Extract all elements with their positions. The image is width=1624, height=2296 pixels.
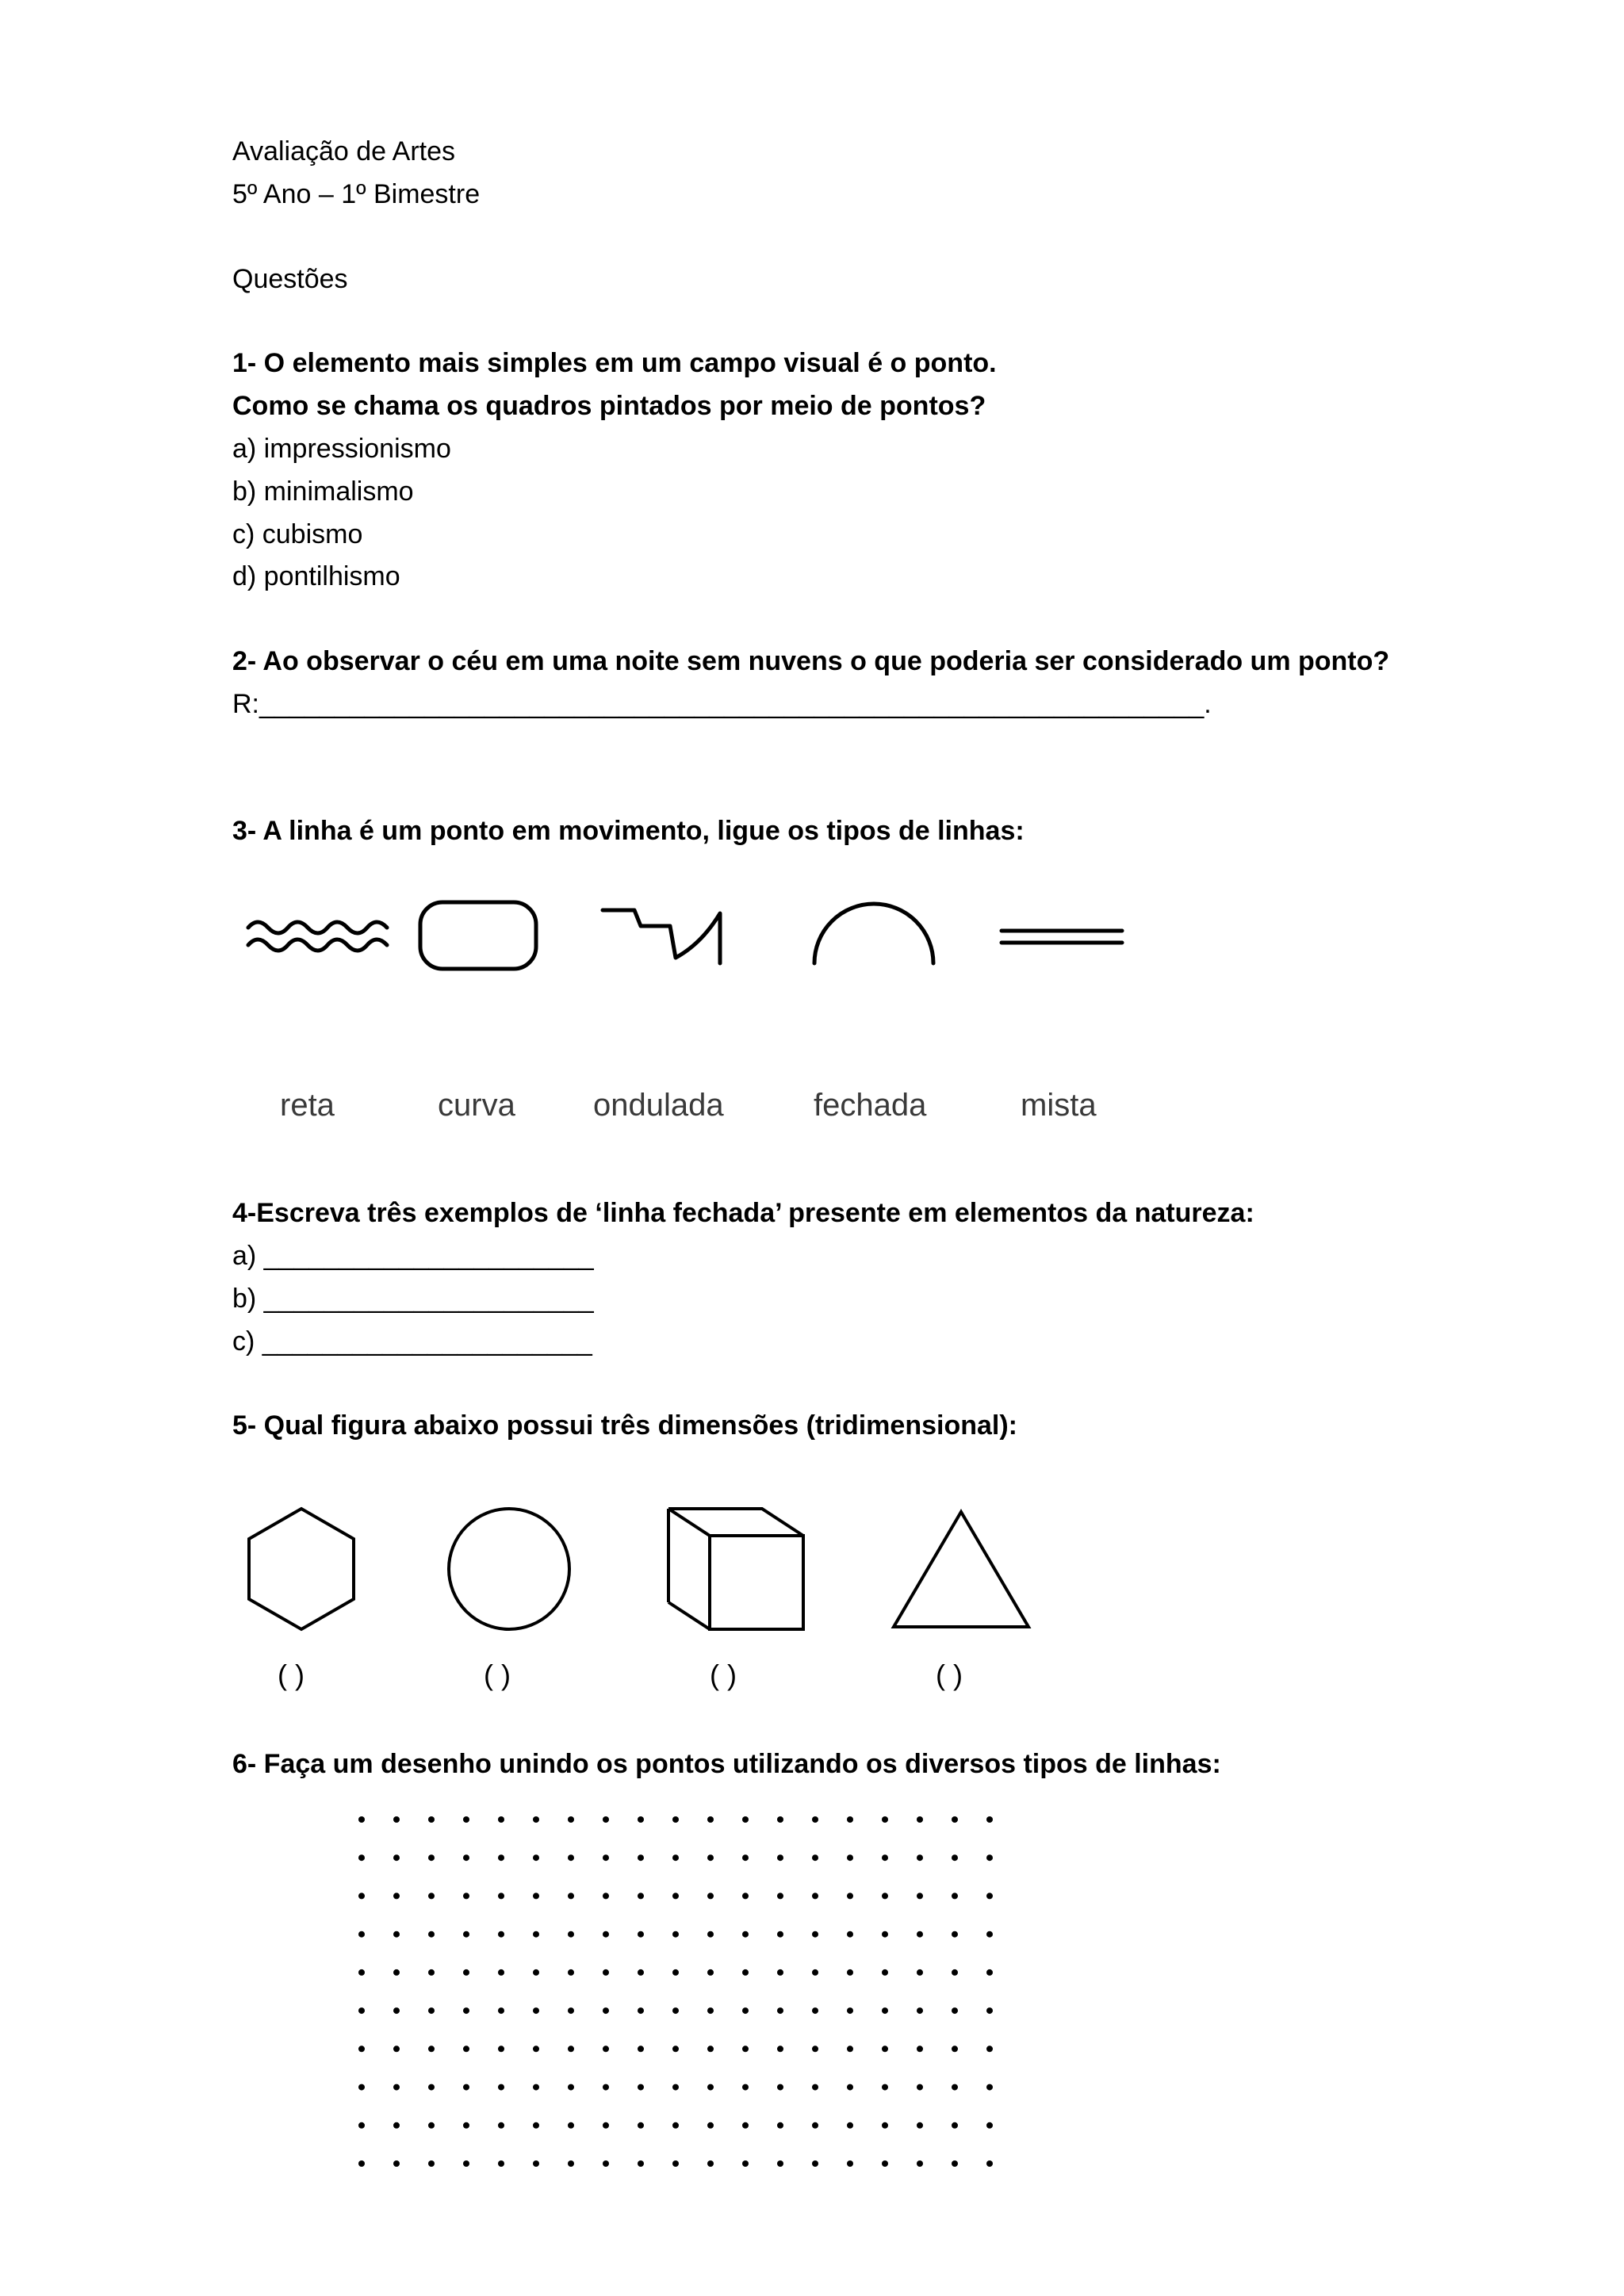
grid-dot[interactable] <box>812 1931 818 1938</box>
grid-dot[interactable] <box>358 1816 365 1823</box>
grid-dot[interactable] <box>638 2160 644 2167</box>
grid-dot[interactable] <box>498 1931 504 1938</box>
document-title: Avaliação de Artes <box>232 136 455 166</box>
grid-dot[interactable] <box>986 2084 993 2091</box>
grid-dot[interactable] <box>812 1892 818 1899</box>
section-title: Questões <box>232 264 348 294</box>
grid-dot[interactable] <box>777 2122 783 2129</box>
q1-option-a: a) impressionismo <box>232 434 451 464</box>
grid-dot[interactable] <box>777 1931 783 1938</box>
grid-dot[interactable] <box>638 2007 644 2014</box>
grid-dot[interactable] <box>603 2160 609 2167</box>
grid-dot[interactable] <box>498 1816 504 1823</box>
grid-dot[interactable] <box>498 2122 504 2129</box>
grid-dot[interactable] <box>986 2122 993 2129</box>
grid-dot[interactable] <box>638 1854 644 1861</box>
grid-dot[interactable] <box>463 1892 469 1899</box>
grid-dot[interactable] <box>463 2045 469 2052</box>
grid-dot[interactable] <box>393 1931 400 1938</box>
grid-dot[interactable] <box>882 1931 888 1938</box>
grid-dot[interactable] <box>463 1816 469 1823</box>
q4-answer-b[interactable]: b) ______________________ <box>232 1284 594 1314</box>
grid-dot[interactable] <box>707 2084 714 2091</box>
grid-dot[interactable] <box>358 1969 365 1976</box>
grid-dot[interactable] <box>393 1892 400 1899</box>
grid-dot[interactable] <box>952 1816 958 1823</box>
q5-checkbox-cube[interactable]: ( ) <box>710 1659 737 1691</box>
grid-dot[interactable] <box>707 1854 714 1861</box>
q1-prompt-line2: Como se chama os quadros pintados por meio de pontos? <box>232 391 986 421</box>
grid-dot[interactable] <box>568 1854 574 1861</box>
grid-dot[interactable] <box>568 2045 574 2052</box>
grid-dot[interactable] <box>812 2160 818 2167</box>
grid-dot[interactable] <box>533 2122 539 2129</box>
grid-dot[interactable] <box>672 1816 679 1823</box>
grid-dot[interactable] <box>882 2160 888 2167</box>
grid-dot[interactable] <box>742 1892 749 1899</box>
grid-dot[interactable] <box>463 1969 469 1976</box>
grid-dot[interactable] <box>847 1854 853 1861</box>
grid-dot[interactable] <box>742 2084 749 2091</box>
grid-dot[interactable] <box>568 2007 574 2014</box>
grid-dot[interactable] <box>952 2160 958 2167</box>
grid-dot[interactable] <box>638 2084 644 2091</box>
grid-dot[interactable] <box>847 2160 853 2167</box>
grid-dot[interactable] <box>742 2045 749 2052</box>
grid-dot[interactable] <box>568 1816 574 1823</box>
grid-dot[interactable] <box>672 2160 679 2167</box>
grid-dot[interactable] <box>393 1854 400 1861</box>
q4-answer-a[interactable]: a) ______________________ <box>232 1241 594 1271</box>
grid-dot[interactable] <box>777 1816 783 1823</box>
grid-dot[interactable] <box>568 2160 574 2167</box>
q5-checkbox-circle[interactable]: ( ) <box>484 1659 511 1691</box>
grid-dot[interactable] <box>533 1931 539 1938</box>
q5-checkbox-hexagon[interactable]: ( ) <box>278 1659 304 1691</box>
grid-dot[interactable] <box>777 1892 783 1899</box>
q1-prompt-line1: 1- O elemento mais simples em um campo visual é o ponto. <box>232 348 997 378</box>
grid-dot[interactable] <box>847 2122 853 2129</box>
grid-dot[interactable] <box>603 2007 609 2014</box>
grid-dot[interactable] <box>672 2007 679 2014</box>
grid-dot[interactable] <box>428 2160 435 2167</box>
grid-dot[interactable] <box>847 1969 853 1976</box>
grid-dot[interactable] <box>358 2084 365 2091</box>
grid-dot[interactable] <box>812 1816 818 1823</box>
grid-dot[interactable] <box>742 1931 749 1938</box>
grid-dot[interactable] <box>952 2084 958 2091</box>
grid-dot[interactable] <box>777 2045 783 2052</box>
q4-answer-c[interactable]: c) ______________________ <box>232 1326 592 1357</box>
grid-dot[interactable] <box>986 2160 993 2167</box>
grid-dot[interactable] <box>742 1854 749 1861</box>
grid-dot[interactable] <box>603 2045 609 2052</box>
grid-dot[interactable] <box>986 2045 993 2052</box>
grid-dot[interactable] <box>603 1931 609 1938</box>
grid-dot[interactable] <box>707 1892 714 1899</box>
grid-dot[interactable] <box>882 1816 888 1823</box>
grid-dot[interactable] <box>777 1854 783 1861</box>
grid-dot[interactable] <box>672 2122 679 2129</box>
grid-dot[interactable] <box>672 1854 679 1861</box>
grid-dot[interactable] <box>638 2045 644 2052</box>
grid-dot[interactable] <box>707 1931 714 1938</box>
grid-dot[interactable] <box>952 1892 958 1899</box>
grid-dot[interactable] <box>847 2007 853 2014</box>
grid-dot[interactable] <box>393 1816 400 1823</box>
grid-dot[interactable] <box>812 2122 818 2129</box>
grid-dot[interactable] <box>393 2122 400 2129</box>
grid-dot[interactable] <box>428 2122 435 2129</box>
grid-dot[interactable] <box>533 1892 539 1899</box>
grid-dot[interactable] <box>463 1854 469 1861</box>
grid-dot[interactable] <box>777 2007 783 2014</box>
grid-dot[interactable] <box>917 2045 923 2052</box>
grid-dot[interactable] <box>498 2045 504 2052</box>
grid-dot[interactable] <box>428 2084 435 2091</box>
grid-dot[interactable] <box>742 1816 749 1823</box>
grid-dot[interactable] <box>463 2160 469 2167</box>
grid-dot[interactable] <box>952 2045 958 2052</box>
grid-dot[interactable] <box>917 1931 923 1938</box>
q3-prompt: 3- A linha é um ponto em movimento, ligue os tipos de linhas: <box>232 816 1025 846</box>
grid-dot[interactable] <box>882 2007 888 2014</box>
grid-dot[interactable] <box>603 2122 609 2129</box>
grid-dot[interactable] <box>986 1854 993 1861</box>
grid-dot[interactable] <box>777 1969 783 1976</box>
grid-dot[interactable] <box>917 1969 923 1976</box>
grid-dot[interactable] <box>917 1854 923 1861</box>
grid-dot[interactable] <box>847 1816 853 1823</box>
grid-dot[interactable] <box>917 2007 923 2014</box>
grid-dot[interactable] <box>533 2045 539 2052</box>
q3-label-reta: reta <box>280 1088 335 1123</box>
grade-line: 5º Ano – 1º Bimestre <box>232 179 481 209</box>
q4-prompt: 4-Escreva três exemplos de ‘linha fechada’ presente em elementos da natureza: <box>232 1198 1254 1228</box>
grid-dot[interactable] <box>672 2084 679 2091</box>
grid-dot[interactable] <box>882 2122 888 2129</box>
grid-dot[interactable] <box>498 2084 504 2091</box>
grid-dot[interactable] <box>777 2160 783 2167</box>
grid-dot[interactable] <box>463 2007 469 2014</box>
grid-dot[interactable] <box>498 1969 504 1976</box>
grid-dot[interactable] <box>847 2084 853 2091</box>
grid-dot[interactable] <box>882 2045 888 2052</box>
q2-answer-line[interactable]: R:_______________________________________________________________. <box>232 689 1212 719</box>
grid-dot[interactable] <box>603 1969 609 1976</box>
grid-dot[interactable] <box>812 2084 818 2091</box>
grid-dot[interactable] <box>986 2007 993 2014</box>
grid-dot[interactable] <box>986 1892 993 1899</box>
q2-prompt: 2- Ao observar o céu em uma noite sem nuvens o que poderia ser considerado um ponto? <box>232 646 1390 676</box>
grid-dot[interactable] <box>568 1969 574 1976</box>
grid-dot[interactable] <box>533 1816 539 1823</box>
grid-dot[interactable] <box>882 1892 888 1899</box>
grid-dot[interactable] <box>428 1931 435 1938</box>
grid-dot[interactable] <box>358 1892 365 1899</box>
grid-dot[interactable] <box>533 1854 539 1861</box>
grid-dot[interactable] <box>638 1969 644 1976</box>
grid-dot[interactable] <box>672 1892 679 1899</box>
grid-dot[interactable] <box>707 1969 714 1976</box>
grid-dot[interactable] <box>742 2007 749 2014</box>
q3-label-curva: curva <box>438 1088 515 1123</box>
grid-dot[interactable] <box>358 2160 365 2167</box>
q1-option-d: d) pontilhismo <box>232 561 400 591</box>
grid-dot[interactable] <box>428 2007 435 2014</box>
grid-dot[interactable] <box>917 2084 923 2091</box>
grid-dot[interactable] <box>498 2160 504 2167</box>
grid-dot[interactable] <box>952 2122 958 2129</box>
grid-dot[interactable] <box>603 1816 609 1823</box>
grid-dot[interactable] <box>986 1816 993 1823</box>
grid-dot[interactable] <box>742 2160 749 2167</box>
q3-label-ondulada: ondulada <box>593 1088 724 1123</box>
grid-dot[interactable] <box>393 1969 400 1976</box>
grid-dot[interactable] <box>393 2045 400 2052</box>
grid-dot[interactable] <box>812 2007 818 2014</box>
grid-dot[interactable] <box>428 1816 435 1823</box>
grid-dot[interactable] <box>533 2084 539 2091</box>
grid-dot[interactable] <box>812 1854 818 1861</box>
grid-dot[interactable] <box>463 2122 469 2129</box>
grid-dot[interactable] <box>533 2160 539 2167</box>
grid-dot[interactable] <box>986 1969 993 1976</box>
grid-dot[interactable] <box>847 1892 853 1899</box>
grid-dot[interactable] <box>568 1931 574 1938</box>
grid-dot[interactable] <box>393 2007 400 2014</box>
grid-dot[interactable] <box>986 1931 993 1938</box>
grid-dot[interactable] <box>847 1931 853 1938</box>
grid-dot[interactable] <box>742 2122 749 2129</box>
grid-dot[interactable] <box>742 1969 749 1976</box>
grid-dot[interactable] <box>463 2084 469 2091</box>
grid-dot[interactable] <box>707 2045 714 2052</box>
grid-dot[interactable] <box>533 2007 539 2014</box>
grid-dot[interactable] <box>428 1969 435 1976</box>
grid-dot[interactable] <box>707 2007 714 2014</box>
grid-dot[interactable] <box>463 1931 469 1938</box>
grid-dot[interactable] <box>882 1969 888 1976</box>
grid-dot[interactable] <box>393 2160 400 2167</box>
grid-dot[interactable] <box>568 2122 574 2129</box>
q6-prompt: 6- Faça um desenho unindo os pontos utilizando os diversos tipos de linhas: <box>232 1749 1221 1779</box>
grid-dot[interactable] <box>603 1892 609 1899</box>
grid-dot[interactable] <box>952 1854 958 1861</box>
grid-dot[interactable] <box>568 2084 574 2091</box>
q3-label-fechada: fechada <box>814 1088 927 1123</box>
grid-dot[interactable] <box>358 2007 365 2014</box>
grid-dot[interactable] <box>428 1854 435 1861</box>
grid-dot[interactable] <box>917 1816 923 1823</box>
grid-dot[interactable] <box>882 2084 888 2091</box>
grid-dot[interactable] <box>638 1892 644 1899</box>
q3-label-mista: mista <box>1021 1088 1097 1123</box>
grid-dot[interactable] <box>638 1931 644 1938</box>
grid-dot[interactable] <box>358 1854 365 1861</box>
q1-option-b: b) minimalismo <box>232 476 414 507</box>
grid-dot[interactable] <box>638 2122 644 2129</box>
grid-dot[interactable] <box>952 1931 958 1938</box>
grid-dot[interactable] <box>498 1854 504 1861</box>
grid-dot[interactable] <box>917 1892 923 1899</box>
grid-dot[interactable] <box>498 1892 504 1899</box>
grid-dot[interactable] <box>358 1931 365 1938</box>
grid-dot[interactable] <box>847 2045 853 2052</box>
grid-dot[interactable] <box>358 2122 365 2129</box>
q5-checkbox-triangle[interactable]: ( ) <box>936 1659 963 1691</box>
grid-dot[interactable] <box>812 1969 818 1976</box>
grid-dot[interactable] <box>707 2122 714 2129</box>
grid-dot[interactable] <box>882 1854 888 1861</box>
grid-dot[interactable] <box>393 2084 400 2091</box>
grid-dot[interactable] <box>812 2045 818 2052</box>
grid-dot[interactable] <box>917 2122 923 2129</box>
grid-dot[interactable] <box>672 1969 679 1976</box>
grid-dot[interactable] <box>672 2045 679 2052</box>
grid-dot[interactable] <box>568 1892 574 1899</box>
grid-dot[interactable] <box>603 1854 609 1861</box>
grid-dot[interactable] <box>707 1816 714 1823</box>
grid-dot[interactable] <box>358 2045 365 2052</box>
grid-dot[interactable] <box>498 2007 504 2014</box>
grid-dot[interactable] <box>672 1931 679 1938</box>
q1-option-c: c) cubismo <box>232 519 363 549</box>
grid-dot[interactable] <box>428 2045 435 2052</box>
grid-dot[interactable] <box>428 1892 435 1899</box>
grid-dot[interactable] <box>707 2160 714 2167</box>
grid-dot[interactable] <box>533 1969 539 1976</box>
grid-dot[interactable] <box>952 1969 958 1976</box>
grid-dot[interactable] <box>777 2084 783 2091</box>
grid-dot[interactable] <box>603 2084 609 2091</box>
grid-dot[interactable] <box>638 1816 644 1823</box>
grid-dot[interactable] <box>917 2160 923 2167</box>
q5-prompt: 5- Qual figura abaixo possui três dimensões (tridimensional): <box>232 1410 1017 1441</box>
grid-dot[interactable] <box>952 2007 958 2014</box>
